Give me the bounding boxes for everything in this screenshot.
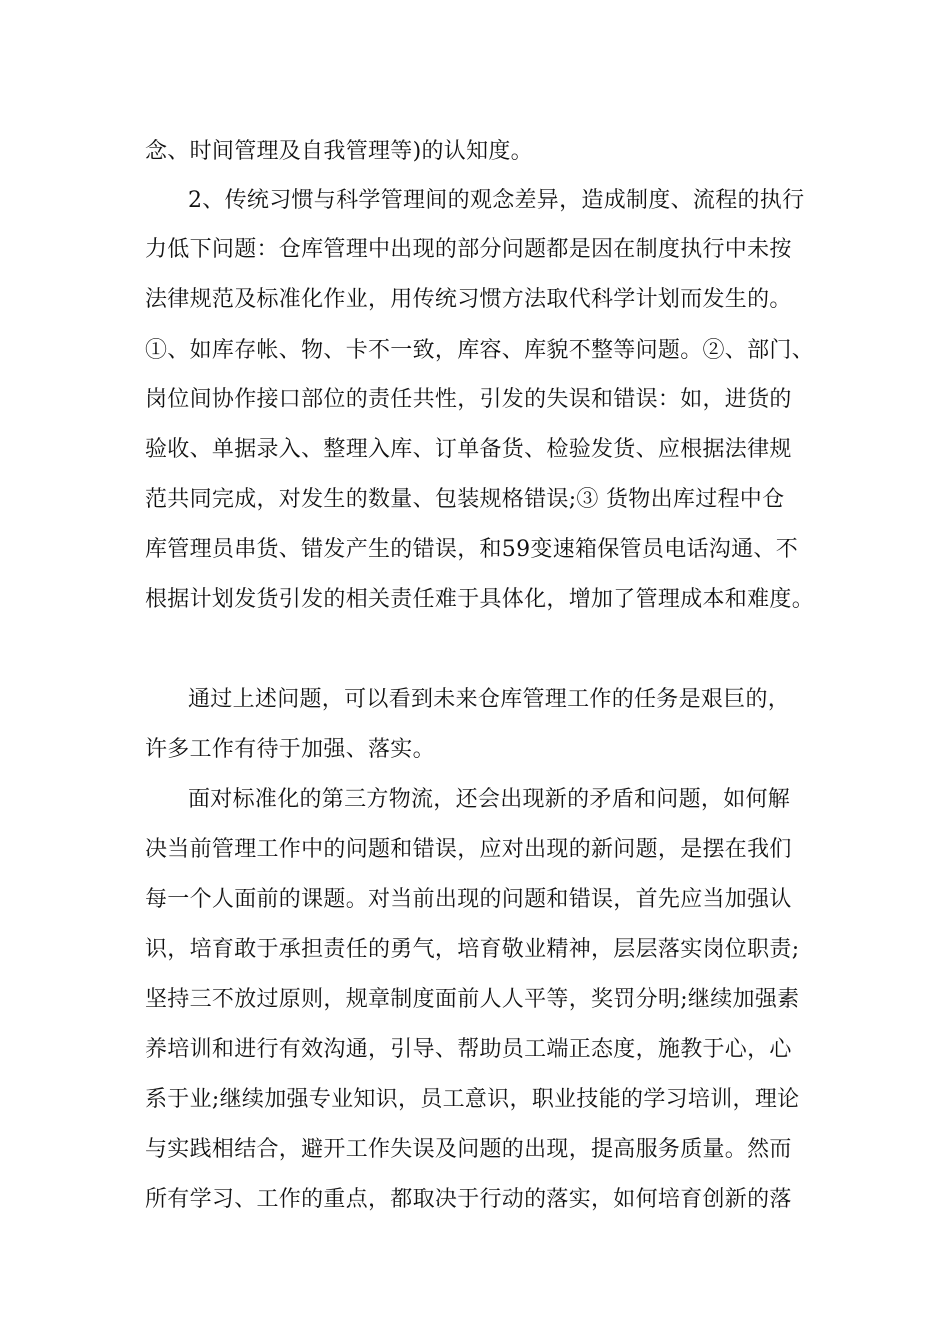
text-line-19: 系于业;继续加强专业知识，员工意识，职业技能的学习培训，理论	[145, 1087, 800, 1112]
text-line-9: 库管理员串货、错发产生的错误，和59变速箱保管员电话沟通、不	[145, 537, 798, 562]
text-line-10: 根据计划发货引发的相关责任难于具体化，增加了管理成本和难度。	[145, 587, 815, 612]
text-line-17: 坚持三不放过原则，规章制度面前人人平等，奖罚分明;继续加强素	[145, 987, 800, 1012]
text-line-1: 念、时间管理及自我管理等)的认知度。	[145, 139, 533, 164]
text-line-4: 法律规范及标准化作业，用传统习惯方法取代科学计划而发生的。	[145, 287, 792, 312]
text-line-13: 面对标准化的第三方物流，还会出现新的矛盾和问题，如何解	[188, 787, 791, 812]
text-line-15: 每一个人面前的课题。对当前出现的问题和错误，首先应当加强认	[145, 887, 792, 912]
text-line-12: 许多工作有待于加强、落实。	[145, 737, 435, 762]
text-line-3: 力低下问题：仓库管理中出现的部分问题都是因在制度执行中未按	[145, 237, 792, 262]
text-line-5: ①、如库存帐、物、卡不一致，库容、库貌不整等问题。②、部门、	[145, 338, 815, 363]
text-line-16: 识，培育敢于承担责任的勇气，培育敬业精神，层层落实岗位职责;	[145, 937, 800, 962]
text-line-8: 范共同完成，对发生的数量、包装规格错误;③ 货物出库过程中仓	[145, 487, 785, 512]
text-line-20: 与实践相结合，避开工作失误及问题的出现，提高服务质量。然而	[145, 1137, 792, 1162]
text-line-21: 所有学习、工作的重点，都取决于行动的落实，如何培育创新的落	[145, 1187, 792, 1212]
text-line-7: 验收、单据录入、整理入库、订单备货、检验发货、应根据法律规	[145, 437, 792, 462]
text-line-18: 养培训和进行有效沟通，引导、帮助员工端正态度，施教于心，心	[145, 1037, 792, 1062]
text-line-6: 岗位间协作接口部位的责任共性，引发的失误和错误：如，进货的	[145, 387, 792, 412]
text-line-2: 2、传统习惯与科学管理间的观念差异，造成制度、流程的执行	[188, 188, 805, 213]
text-line-11: 通过上述问题，可以看到未来仓库管理工作的任务是艰巨的，	[188, 687, 791, 712]
text-line-14: 决当前管理工作中的问题和错误，应对出现的新问题，是摆在我们	[145, 837, 792, 862]
